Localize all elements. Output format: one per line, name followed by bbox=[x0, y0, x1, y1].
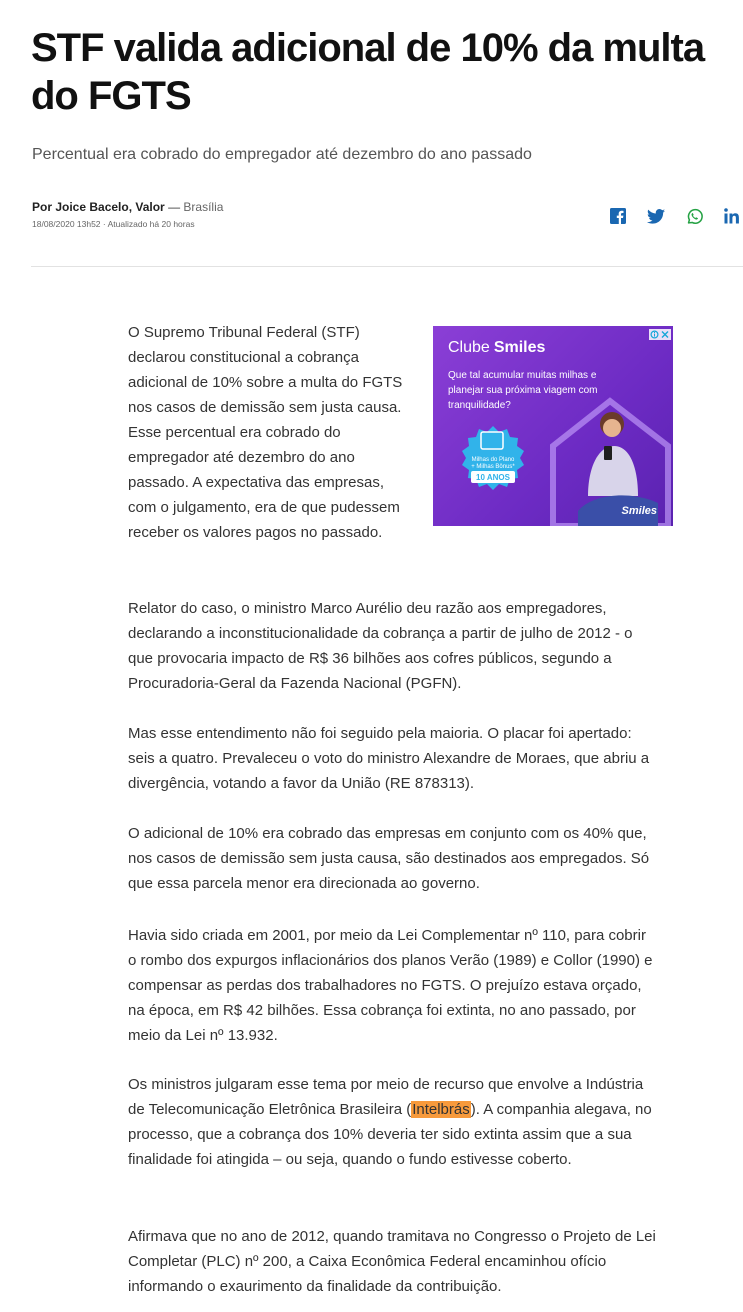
ad-brand-bold: Smiles bbox=[493, 339, 546, 356]
author-name[interactable]: Por Joice Bacelo, Valor bbox=[32, 200, 165, 214]
article-paragraph-5: Havia sido criada em 2001, por meio da Lei Complementar nº 110, para cobrir o rombo dos expurgos inflacionários dos planos Verão (1989) e Collor (1990) e compensar as perdas dos trabalhadores no FGTS. O prejuízo estava orçado, na época, em R$ 42 bilhões. Essa cobrança foi extinta, no ano passado, por meio da Lei nº 13.932. bbox=[128, 927, 653, 1044]
article-paragraph-7: Afirmava que no ano de 2012, quando tramitava no Congresso o Projeto de Lei Completar (PLC) nº 200, a Caixa Econômica Federal encaminhou ofício informando o exaurimento da finalidade da contribuição. bbox=[128, 1228, 656, 1295]
article-paragraph-4: O adicional de 10% era cobrado das empresas em conjunto com os 40% que, nos casos de demissão sem justa causa, são destinados aos empregados. Só que essa parcela menor era direcionada ao governo. bbox=[128, 825, 650, 892]
header-divider bbox=[31, 266, 743, 267]
ad-brand bbox=[448, 338, 545, 358]
twitter-icon[interactable] bbox=[646, 206, 666, 226]
article-paragraph-6 bbox=[128, 1072, 658, 1172]
byline-author-line bbox=[32, 199, 223, 216]
article-subtitle: Percentual era cobrado do empregador até dezembro do ano passado bbox=[32, 146, 532, 163]
ad-badge bbox=[453, 424, 533, 509]
ad-badge-line-1: Milhas do Plano bbox=[471, 457, 515, 463]
highlighted-company-name[interactable]: Intelbrás bbox=[412, 1101, 470, 1118]
whatsapp-icon[interactable] bbox=[684, 206, 704, 226]
byline-separator: — bbox=[164, 200, 184, 214]
ad-badge-line-2: + Milhas Bônus* bbox=[471, 464, 515, 470]
ad-brand-thin: Clube bbox=[448, 339, 490, 356]
article-paragraph-1: O Supremo Tribunal Federal (STF) declarou constitucional a cobrança adicional de 10% sobre a multa do FGTS nos casos de demissão sem justa causa. Esse percentual era cobrado do empregador até dezembro do ano passado. A expectativa das empresas, com o julgamento, era de que pudessem receber os valores pagos no passado. bbox=[128, 324, 403, 541]
facebook-icon[interactable] bbox=[608, 206, 628, 226]
ad-logo: Smiles bbox=[621, 505, 657, 517]
article-paragraph-3: Mas esse entendimento não foi seguido pela maioria. O placar foi apertado: seis a quatro. Prevaleceu o voto do ministro Alexandre de Moraes, que abriu a divergência, votando a favor da União (RE 878313). bbox=[128, 725, 650, 792]
ad-badge-line-3: 10 ANOS bbox=[476, 473, 510, 482]
byline-location: Brasília bbox=[183, 200, 224, 214]
publish-date: 18/08/2020 13h52 · Atualizado há 20 horas bbox=[32, 219, 195, 229]
paragraph-text: ). A companhia alegava, no processo, que a cobrança dos 10% deveria ter sido extinta assim que a sua finalidade foi atingida – ou seja, quando o fundo estivesse coberto. bbox=[128, 1101, 652, 1168]
article-paragraph-2: Relator do caso, o ministro Marco Aurélio deu razão aos empregadores, declarando a inconstitucionalidade da cobrança a partir de julho de 2012 - o que provocaria impacto de R$ 36 bilhões aos cofres públicos, segundo a Procuradoria-Geral da Fazenda Nacional (PGFN). bbox=[128, 600, 633, 692]
ad-copy: Que tal acumular muitas milhas e planejar sua próxima viagem com tranquilidade? bbox=[448, 370, 598, 411]
ad-choices-icon[interactable] bbox=[649, 327, 671, 345]
paragraph-text: Os ministros julgaram esse tema por meio de recurso que envolve a Indústria de Telecomunicação Eletrônica Brasileira ( bbox=[128, 1076, 644, 1118]
article-title: STF valida adicional de 10% da multa do FGTS bbox=[31, 26, 705, 118]
linkedin-icon[interactable] bbox=[722, 206, 742, 226]
byline bbox=[32, 199, 223, 230]
advertisement-banner[interactable] bbox=[433, 326, 673, 526]
